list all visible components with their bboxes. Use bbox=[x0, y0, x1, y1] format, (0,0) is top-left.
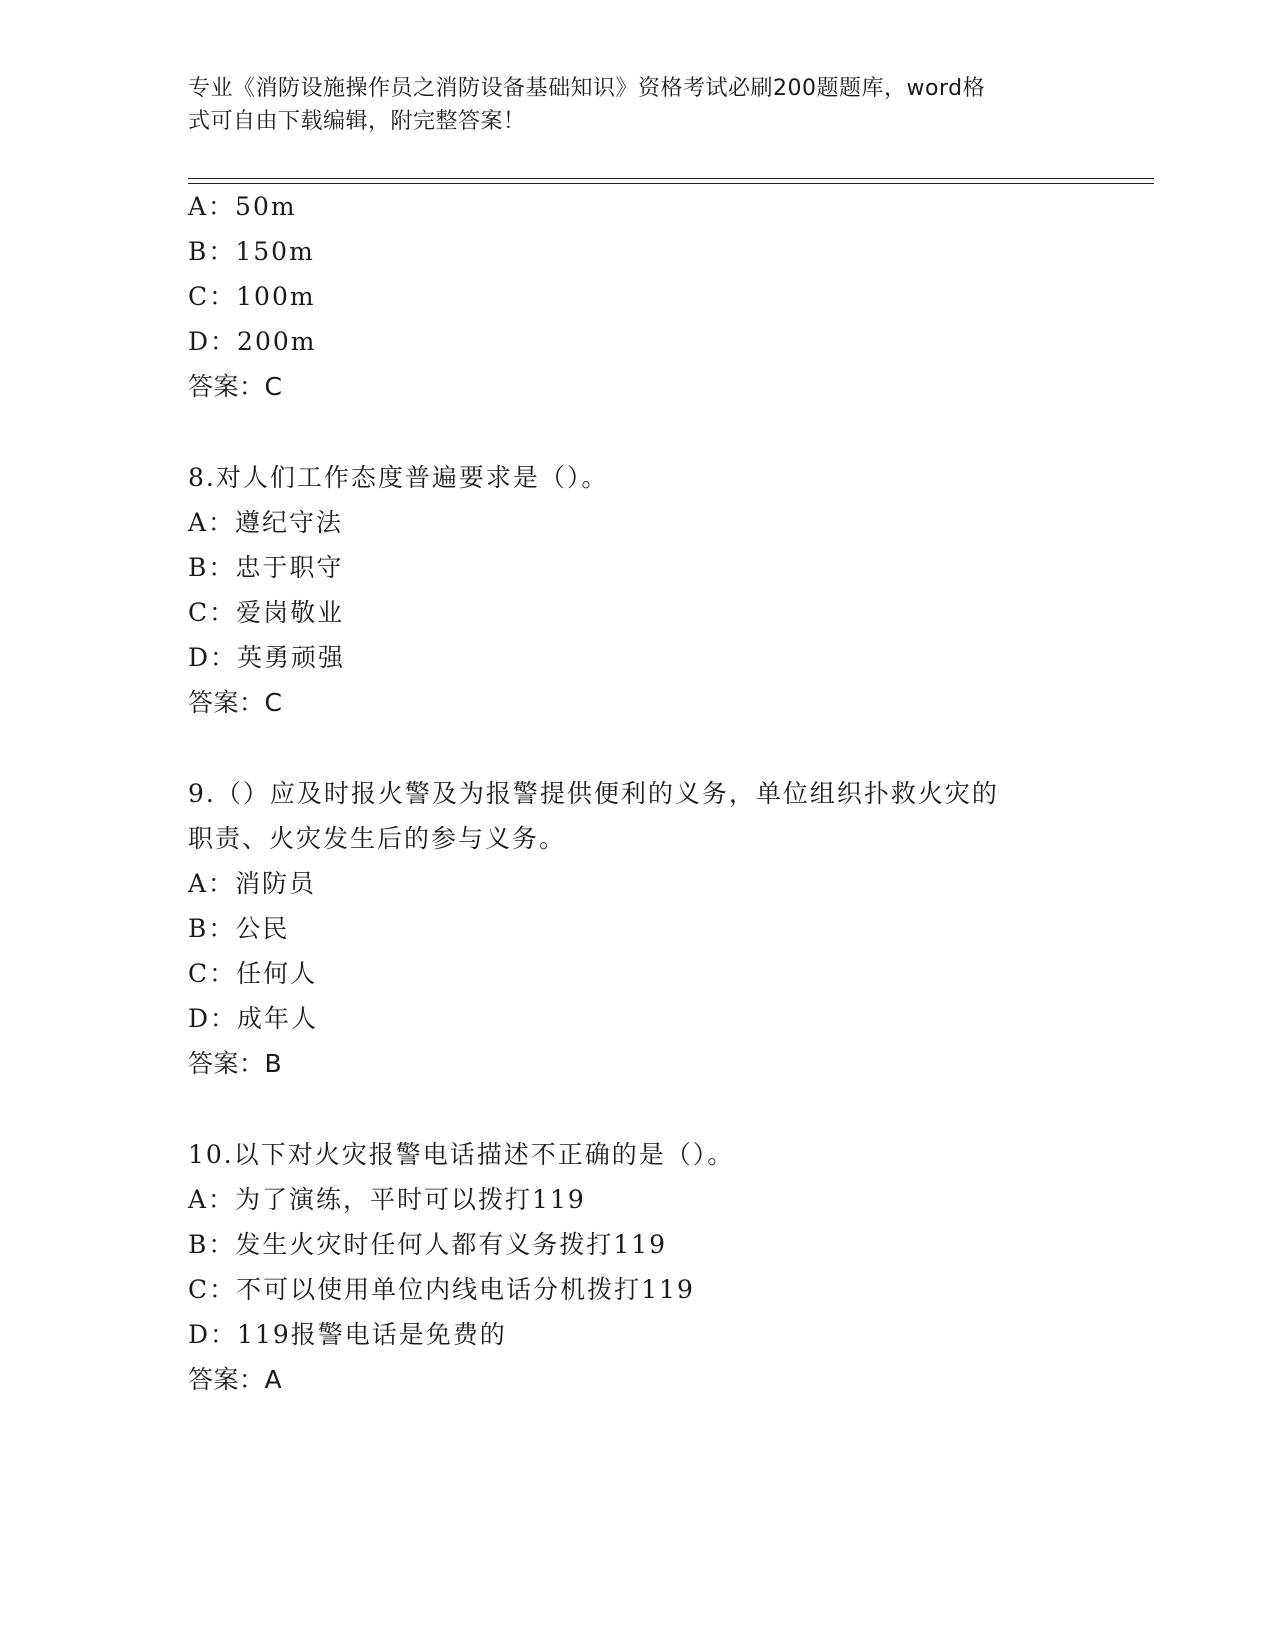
q9-question-line-2: 职责、火灾发生后的参与义务。 bbox=[188, 824, 567, 853]
q7-option-c: C：100m bbox=[188, 282, 316, 311]
q9-question-line-1: 9.（）应及时报火警及为报警提供便利的义务，单位组织扑救火灾的 bbox=[188, 779, 999, 808]
q10-option-a: A：为了演练，平时可以拨打119 bbox=[188, 1185, 586, 1214]
q7-option-b: B：150m bbox=[188, 237, 315, 266]
q10-question: 10.以下对火灾报警电话描述不正确的是（）。 bbox=[188, 1140, 735, 1169]
header-divider-bottom bbox=[188, 183, 1154, 184]
q8-option-c: C：爱岗敬业 bbox=[188, 598, 345, 627]
q10-option-b: B：发生火灾时任何人都有义务拨打119 bbox=[188, 1230, 668, 1259]
q7-answer: 答案：C bbox=[188, 372, 283, 401]
q8-question: 8.对人们工作态度普遍要求是（）。 bbox=[188, 463, 609, 492]
q10-option-d: D：119报警电话是免费的 bbox=[188, 1320, 507, 1349]
q9-option-a: A：消防员 bbox=[188, 869, 317, 898]
q8-answer: 答案：C bbox=[188, 688, 283, 717]
q8-option-a: A：遵纪守法 bbox=[188, 508, 344, 537]
q8-option-d: D：英勇顽强 bbox=[188, 643, 346, 672]
q9-option-d: D：成年人 bbox=[188, 1004, 319, 1033]
q10-answer: 答案：A bbox=[188, 1365, 283, 1394]
q9-answer: 答案：B bbox=[188, 1049, 283, 1078]
q9-option-b: B：公民 bbox=[188, 914, 290, 943]
header-line-1: 专业《消防设施操作员之消防设备基础知识》资格考试必刷200题题库，word格 bbox=[188, 76, 986, 101]
document-header bbox=[188, 72, 1078, 138]
q10-option-c: C：不可以使用单位内线电话分机拨打119 bbox=[188, 1275, 695, 1304]
header-divider-top bbox=[188, 178, 1154, 179]
header-line-2: 式可自由下载编辑，附完整答案！ bbox=[188, 109, 526, 134]
q7-option-d: D：200m bbox=[188, 327, 317, 356]
q7-option-a: A：50m bbox=[188, 192, 297, 221]
q9-option-c: C：任何人 bbox=[188, 959, 318, 988]
q8-option-b: B：忠于职守 bbox=[188, 553, 344, 582]
